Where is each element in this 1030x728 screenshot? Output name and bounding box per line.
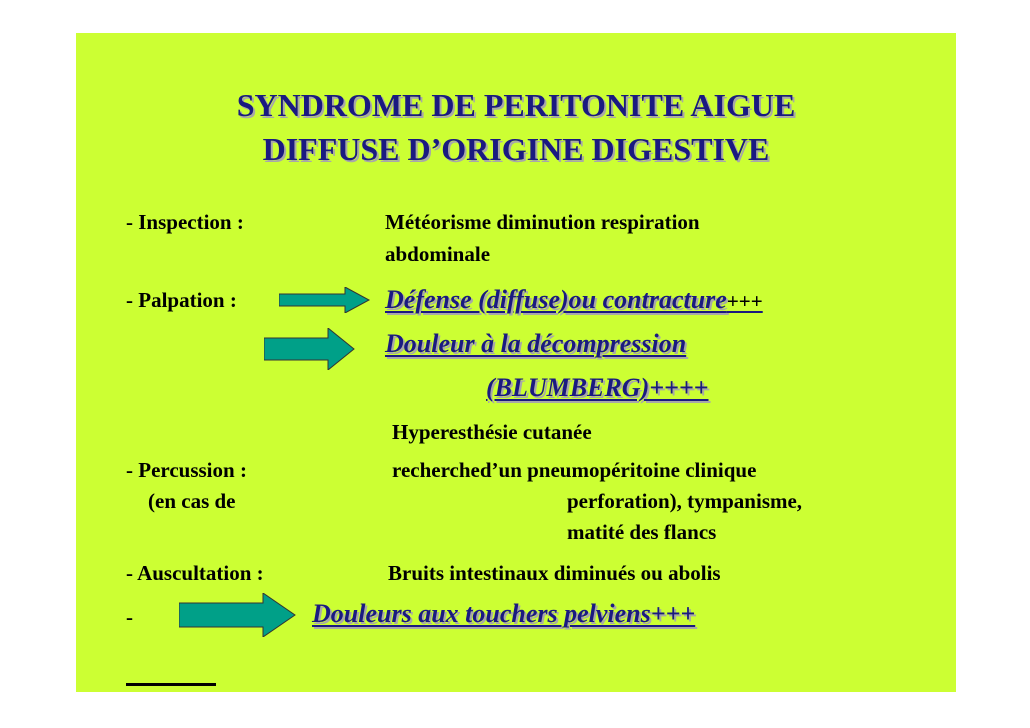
inspection-text-line-1: Météorisme diminution respiration bbox=[385, 210, 700, 234]
percussion-label-continued: (en cas de bbox=[148, 489, 236, 513]
pelvic-dash: - bbox=[126, 605, 133, 629]
slide bbox=[76, 33, 956, 692]
slide-title bbox=[76, 83, 956, 171]
right-arrow-icon bbox=[279, 287, 371, 313]
percussion-text-line-3: matité des flancs bbox=[567, 520, 717, 544]
title-line-1: SYNDROME DE PERITONITE AIGUE bbox=[236, 87, 796, 123]
auscultation-text: Bruits intestinaux diminués ou abolis bbox=[388, 561, 721, 585]
auscultation-label: - Auscultation : bbox=[126, 561, 264, 585]
right-arrow-icon bbox=[179, 593, 297, 637]
palpation-item-douleur-line-1: Douleur à la décompression bbox=[385, 329, 687, 358]
pelvic-text: Douleurs aux touchers pelviens+++ bbox=[312, 599, 696, 628]
inspection-label: - Inspection : bbox=[126, 210, 244, 234]
bottom-rule bbox=[126, 683, 216, 686]
percussion-label: - Percussion : bbox=[126, 458, 247, 482]
palpation-item-defense bbox=[385, 285, 763, 316]
palpation-label: - Palpation : bbox=[126, 288, 237, 312]
palpation-item-douleur-line-2: (BLUMBERG)++++ bbox=[486, 373, 709, 402]
palpation-item-hyperesthesie: Hyperesthésie cutanée bbox=[392, 420, 592, 444]
right-arrow-icon bbox=[264, 328, 356, 370]
percussion-text-line-1: recherched’un pneumopéritoine clinique bbox=[392, 458, 757, 482]
palpation-item-defense-suffix: +++ bbox=[726, 289, 763, 313]
title-line-2: DIFFUSE D’ORIGINE DIGESTIVE bbox=[262, 131, 770, 167]
palpation-item-defense-text: Défense (diffuse)ou contracture bbox=[385, 285, 727, 314]
inspection-text-line-2: abdominale bbox=[385, 242, 491, 266]
percussion-text-line-2: perforation), tympanisme, bbox=[567, 489, 803, 513]
